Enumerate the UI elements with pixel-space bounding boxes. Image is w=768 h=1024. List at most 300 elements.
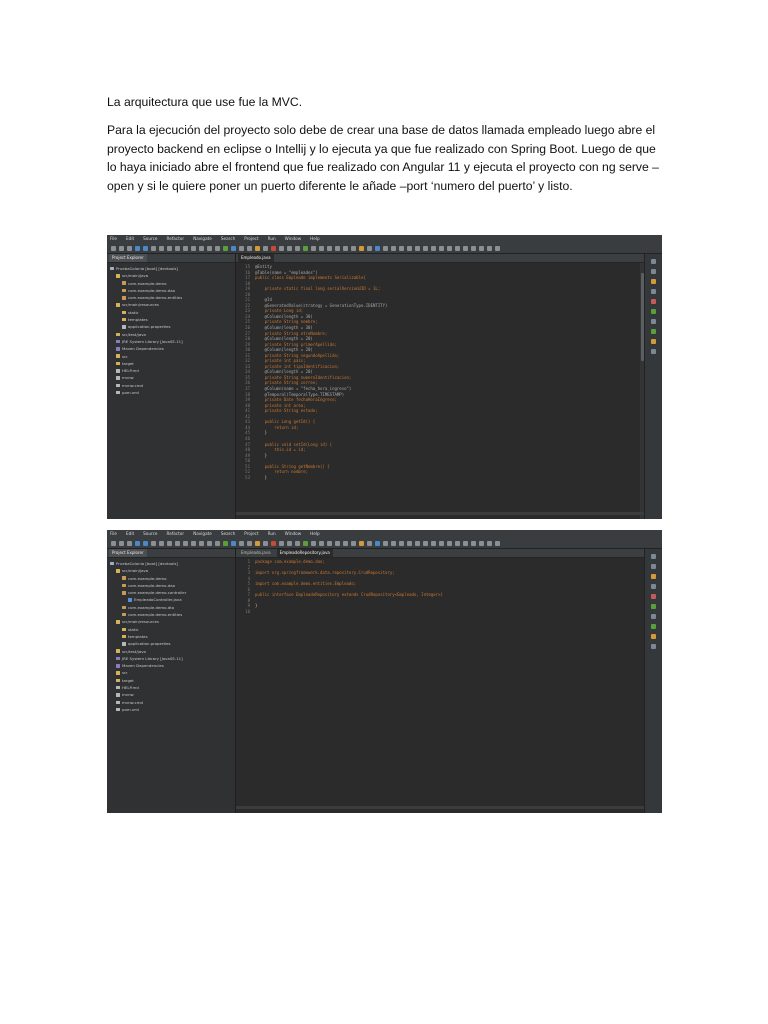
toolbar-button-icon[interactable] [215,246,220,251]
menu-item-file[interactable]: File [110,531,118,536]
line-number: 23 [245,308,250,314]
line-number: 40 [245,402,250,408]
tree-node-icon [116,701,120,705]
toolbar-button-icon[interactable] [295,541,300,546]
line-number: 27 [245,330,250,336]
toolbar-button-icon[interactable] [279,541,284,546]
toolbar-button-icon[interactable] [407,246,412,251]
tree-item[interactable] [107,582,235,589]
line-number: 41 [245,408,250,414]
toolbar-button-icon[interactable] [423,246,428,251]
side-view-icon[interactable] [651,279,656,284]
tree-node-icon [116,362,120,366]
toolbar-button-icon[interactable] [263,541,268,546]
project-explorer [107,254,236,519]
tree-item[interactable] [107,560,235,567]
toolbar-button-icon[interactable] [415,541,420,546]
side-view-icon[interactable] [651,309,656,314]
menu-item-help[interactable]: Help [310,236,320,241]
tree-item-label: com.example.demo.dao [128,287,175,293]
side-view-icon[interactable] [651,604,656,609]
toolbar-button-icon[interactable] [327,541,332,546]
toolbar-button-icon[interactable] [479,246,484,251]
tree-item[interactable] [107,699,235,706]
tree-item-label: Maven Dependencies [122,346,164,352]
tree-item[interactable] [107,382,235,389]
code-text: private int pais; [255,358,306,364]
toolbar-button-icon[interactable] [167,246,172,251]
line-number: 35 [245,374,250,380]
line-number: 53 [245,474,250,480]
tree-item-label: com.example.demo.controller [128,590,187,596]
tree-item[interactable] [107,575,235,582]
tree-item-label: com.example.demo.entities [128,612,183,618]
toolbar-button-icon[interactable] [375,541,380,546]
line-number: 39 [245,397,250,403]
right-toolbar [644,549,662,813]
tree-item-label: static [128,309,139,315]
tree-node-icon [116,620,120,624]
tree-node-icon [122,642,126,646]
line-number: 4 [247,575,250,581]
toolbar-button-icon[interactable] [319,246,324,251]
tree-item[interactable] [107,360,235,367]
toolbar-button-icon[interactable] [191,541,196,546]
tree-node-icon [116,708,120,712]
toolbar-button-icon[interactable] [271,246,276,251]
toolbar-button-icon[interactable] [463,246,468,251]
menu-item-window[interactable]: Window [284,531,302,536]
menu-item-run[interactable]: Run [267,236,276,241]
line-number: 16 [245,269,250,275]
editor-tab[interactable]: EmpleadoRepository.java [277,549,333,557]
toolbar-button-icon[interactable] [367,541,372,546]
menu-item-search[interactable]: Search [220,531,236,536]
tree-node-icon [116,274,120,278]
toolbar-button-icon[interactable] [327,246,332,251]
line-number: 38 [245,391,250,397]
line-number: 30 [245,347,250,353]
tree-node-icon [116,569,120,573]
tree-item-label: PruebaColonia [boot] [devtools] [116,266,178,271]
tree-node-icon [116,347,120,351]
toolbar-button-icon[interactable] [287,246,292,251]
side-view-icon[interactable] [651,634,656,639]
toolbar-button-icon[interactable] [311,246,316,251]
menu-item-project[interactable]: Project [244,236,259,241]
menu-item-search[interactable]: Search [220,236,236,241]
tree-item[interactable] [107,567,235,574]
tree-item-label: target [122,677,134,683]
toolbar-button-icon[interactable] [343,541,348,546]
menu-item-refactor[interactable]: Refactor [166,236,185,241]
tree-item-label: com.example.demo.dao [128,582,175,588]
horizontal-scrollbar [236,806,644,809]
side-view-icon[interactable] [651,614,656,619]
ide-screenshot-repository [107,530,662,813]
toolbar-button-icon[interactable] [335,246,340,251]
tree-node-icon [110,267,114,271]
line-number: 33 [245,363,250,369]
tree-node-icon [116,649,120,653]
side-view-icon[interactable] [651,644,656,649]
tree-item[interactable] [107,677,235,684]
toolbar-button-icon[interactable] [127,541,132,546]
side-view-icon[interactable] [651,624,656,629]
menu-item-source[interactable]: Source [143,531,158,536]
side-view-icon[interactable] [651,564,656,569]
tree-item-label: static [128,626,139,632]
toolbar-button-icon[interactable] [495,246,500,251]
side-view-icon[interactable] [651,584,656,589]
toolbar-button-icon[interactable] [455,541,460,546]
toolbar-button-icon[interactable] [407,541,412,546]
tree-item[interactable] [107,287,235,294]
code-text: @Temporal(TemporalType.TIMESTAMP) [255,391,345,397]
menu-item-edit[interactable]: Edit [126,236,135,241]
code-text: package com.example.demo.dao; [255,559,325,564]
menu-item-help[interactable]: Help [310,531,320,536]
code-text: private Long id; [255,308,304,314]
tree-item-label: templates [128,633,148,639]
tree-node-icon [122,296,126,300]
code-text: @Column(length = 20) [255,369,313,375]
toolbar-button-icon[interactable] [239,246,244,251]
tree-node-icon [122,576,126,580]
menu-item-run[interactable]: Run [267,531,276,536]
menu-item-window[interactable]: Window [284,236,302,241]
side-view-icon[interactable] [651,574,656,579]
line-number: 20 [245,291,250,297]
toolbar-button-icon[interactable] [495,541,500,546]
toolbar-button-icon[interactable] [431,246,436,251]
tree-item[interactable] [107,618,235,625]
line-number: 15 [245,264,250,269]
toolbar-button-icon[interactable] [247,246,252,251]
toolbar-button-icon[interactable] [471,541,476,546]
menu-item-edit[interactable]: Edit [126,531,135,536]
toolbar-button-icon[interactable] [375,246,380,251]
toolbar-button-icon[interactable] [159,541,164,546]
menu-item-file[interactable]: File [110,236,118,241]
tree-item-label: src/main/resources [122,619,159,625]
line-number: 1 [247,559,250,564]
toolbar-button-icon[interactable] [223,246,228,251]
code-text: @Entity [255,264,272,269]
tree-item[interactable] [107,338,235,345]
line-number: 43 [245,419,250,425]
tree-node-icon [116,391,120,395]
toolbar-button-icon[interactable] [255,246,260,251]
toolbar-button-icon[interactable] [111,541,116,546]
toolbar-button-icon[interactable] [343,246,348,251]
tree-node-icon [116,686,120,690]
toolbar-button-icon[interactable] [183,541,188,546]
tree-node-icon [128,598,132,602]
menu-item-refactor[interactable]: Refactor [166,531,185,536]
tree-node-icon [116,671,120,675]
line-number: 51 [245,463,250,469]
tree-item-label: templates [128,317,148,323]
tree-item[interactable] [107,367,235,374]
tree-node-icon [116,376,120,380]
toolbar-button-icon[interactable] [351,246,356,251]
tree-item-label: mvnw [122,692,134,698]
tree-item[interactable] [107,294,235,301]
toolbar-button-icon[interactable] [191,246,196,251]
toolbar-button-icon[interactable] [351,541,356,546]
toolbar-button-icon[interactable] [303,246,308,251]
tree-item-label: com.example.demo [128,280,167,286]
toolbar-button-icon[interactable] [183,246,188,251]
tree-node-icon [122,635,126,639]
tree-node-icon [122,591,126,595]
code-text: @Column(length = 20) [255,347,313,353]
code-text: @Table(name = "empleados") [255,269,318,275]
code-text: @Column(length = 30) [255,313,313,319]
tree-item[interactable] [107,389,235,396]
tree-item[interactable] [107,691,235,698]
code-text: private String segundoApellido; [255,352,340,358]
tree-item[interactable] [107,316,235,323]
code-text: return nombre; [255,469,308,475]
tree-item-label: pom.xml [122,390,140,396]
project-tree [107,558,235,713]
code-area [236,558,644,614]
toolbar-button-icon[interactable] [207,246,212,251]
code-text: public class Empleado implements Serializable{ [255,275,366,281]
code-text: @Column(length = 20) [255,336,313,342]
code-area [236,263,644,480]
tree-item[interactable] [107,331,235,338]
tree-item[interactable] [107,589,235,596]
toolbar-button-icon[interactable] [135,541,140,546]
line-number: 52 [245,469,250,475]
side-view-icon[interactable] [651,259,656,264]
toolbar-button-icon[interactable] [215,541,220,546]
tree-item[interactable] [107,669,235,676]
toolbar-button-icon[interactable] [487,246,492,251]
tree-node-icon [116,303,120,307]
line-number: 32 [245,358,250,364]
toolbar-button-icon[interactable] [223,541,228,546]
code-text: public void setId(Long id) { [255,441,333,447]
tree-node-icon [122,281,126,285]
tree-item[interactable] [107,596,235,603]
toolbar-button-icon[interactable] [383,541,388,546]
toolbar-button-icon[interactable] [319,541,324,546]
tree-item[interactable] [107,280,235,287]
side-view-icon[interactable] [651,269,656,274]
side-view-icon[interactable] [651,289,656,294]
toolbar-button-icon[interactable] [239,541,244,546]
toolbar-button-icon[interactable] [207,541,212,546]
line-number: 5 [247,581,250,587]
code-text: } [255,474,268,480]
side-view-icon[interactable] [651,339,656,344]
toolbar-button-icon[interactable] [263,246,268,251]
toolbar-button-icon[interactable] [199,246,204,251]
tree-item[interactable] [107,265,235,272]
toolbar-button-icon[interactable] [143,541,148,546]
document-paragraph: Para la ejecución del proyecto solo debe de crear una base de datos llamada empleado luego abre el proyecto backend en eclipse o Intellij y lo ejecuta ya que fue realizado con Spring Boot. Luego de que lo haya iniciado abre el frontend que fue realizado con Angular 11 y ejecuta el proyecto con ng serve –open y si le quiere poner un puerto diferente le añade –port ‘numero del puerto’ y listo. [107,123,659,193]
toolbar-button-icon[interactable] [135,246,140,251]
toolbar-button-icon[interactable] [231,246,236,251]
line-number: 31 [245,352,250,358]
menu-item-project[interactable]: Project [244,531,259,536]
tree-item[interactable] [107,684,235,691]
toolbar-button-icon[interactable] [119,246,124,251]
code-editor [236,549,644,813]
toolbar-button-icon[interactable] [127,246,132,251]
toolbar-button-icon[interactable] [359,541,364,546]
tree-item[interactable] [107,309,235,316]
toolbar-button-icon[interactable] [455,246,460,251]
toolbar-button-icon[interactable] [431,541,436,546]
toolbar-button-icon[interactable] [287,541,292,546]
tree-item[interactable] [107,648,235,655]
toolbar-button-icon[interactable] [303,541,308,546]
line-number: 17 [245,275,250,281]
toolbar-button-icon[interactable] [159,246,164,251]
toolbar-button-icon[interactable] [111,246,116,251]
line-number: 34 [245,369,250,375]
tree-item[interactable] [107,640,235,647]
side-view-icon[interactable] [651,299,656,304]
toolbar-button-icon[interactable] [279,246,284,251]
tree-item[interactable] [107,626,235,633]
toolbar-button-icon[interactable] [439,541,444,546]
tree-item-label: HELP.md [122,685,139,691]
toolbar-button-icon[interactable] [383,246,388,251]
tree-node-icon [116,657,120,661]
toolbar-button-icon[interactable] [255,541,260,546]
toolbar-button-icon[interactable] [471,246,476,251]
line-number: 10 [245,608,250,614]
toolbar-button-icon[interactable] [271,541,276,546]
line-number: 29 [245,341,250,347]
tree-item[interactable] [107,301,235,308]
line-number: 46 [245,435,250,441]
tree-item-label: HELP.md [122,368,139,374]
tree-item-label: PruebaColonia [boot] [devtools] [116,561,178,566]
tree-item-label: src [122,353,128,359]
tree-item-label: com.example.demo.entities [128,295,183,301]
side-view-icon[interactable] [651,319,656,324]
menu-item-navigate[interactable]: Navigate [193,531,212,536]
code-text: private String correo; [255,380,318,386]
menu-item-source[interactable]: Source [143,236,158,241]
toolbar-button-icon[interactable] [311,541,316,546]
tree-item[interactable] [107,374,235,381]
toolbar-button-icon[interactable] [231,541,236,546]
code-text: private String otroNombre; [255,330,328,336]
line-number: 8 [247,597,250,603]
toolbar-button-icon[interactable] [247,541,252,546]
toolbar-button-icon[interactable] [175,541,180,546]
code-text: private String numeroIdentificacion; [255,374,352,380]
toolbar-button-icon[interactable] [359,246,364,251]
tree-item-label: src/test/java [122,331,146,337]
toolbar-button-icon[interactable] [367,246,372,251]
line-number: 48 [245,447,250,453]
tree-item[interactable] [107,633,235,640]
side-view-icon[interactable] [651,349,656,354]
toolbar-button-icon[interactable] [423,541,428,546]
toolbar-button-icon[interactable] [151,541,156,546]
toolbar-button-icon[interactable] [175,246,180,251]
line-number: 49 [245,452,250,458]
toolbar-button-icon[interactable] [119,541,124,546]
line-number: 21 [245,297,250,303]
line-number: 22 [245,302,250,308]
editor-tab[interactable]: Empleado.java [241,550,271,555]
side-view-icon[interactable] [651,554,656,559]
project-tree [107,263,235,396]
ide-toolbar [107,243,662,254]
tree-item[interactable] [107,353,235,360]
toolbar-button-icon[interactable] [391,541,396,546]
tree-item[interactable] [107,345,235,352]
horizontal-scrollbar [236,512,644,515]
tree-item-label: application.properties [128,324,171,330]
side-view-icon[interactable] [651,329,656,334]
menu-item-navigate[interactable]: Navigate [193,236,212,241]
toolbar-button-icon[interactable] [399,246,404,251]
code-editor [236,254,644,519]
tree-item[interactable] [107,655,235,662]
toolbar-button-icon[interactable] [143,246,148,251]
code-text: @Column(name = "fecha_hora_ingreso") [255,386,352,392]
toolbar-button-icon[interactable] [295,246,300,251]
tree-item[interactable] [107,662,235,669]
toolbar-button-icon[interactable] [479,541,484,546]
code-text: private String estado; [255,408,318,414]
tree-item[interactable] [107,706,235,713]
tree-item[interactable] [107,323,235,330]
tree-node-icon [116,340,120,344]
toolbar-button-icon[interactable] [447,541,452,546]
tree-item[interactable] [107,611,235,618]
tree-item[interactable] [107,604,235,611]
tree-item-label: mvnw.cmd [122,699,144,705]
toolbar-button-icon[interactable] [487,541,492,546]
toolbar-button-icon[interactable] [399,541,404,546]
toolbar-button-icon[interactable] [151,246,156,251]
toolbar-button-icon[interactable] [415,246,420,251]
code-text: public interface EmpleadoRepository extends CrudRepository<Empleado, Integer>{ [255,592,443,598]
side-view-icon[interactable] [651,594,656,599]
line-number: 28 [245,336,250,342]
toolbar-button-icon[interactable] [439,246,444,251]
tree-item[interactable] [107,272,235,279]
toolbar-button-icon[interactable] [391,246,396,251]
tree-item-label: mvnw.cmd [122,382,144,388]
line-number: 47 [245,441,250,447]
toolbar-button-icon[interactable] [167,541,172,546]
toolbar-button-icon[interactable] [447,246,452,251]
toolbar-button-icon[interactable] [335,541,340,546]
editor-tab[interactable]: Empleado.java [238,254,274,262]
toolbar-button-icon[interactable] [463,541,468,546]
code-text: @Id [255,297,272,303]
tree-node-icon [116,693,120,697]
tree-item-label: src/test/java [122,648,146,654]
tree-item-label: application.properties [128,641,171,647]
line-number: 42 [245,413,250,419]
line-number: 37 [245,386,250,392]
toolbar-button-icon[interactable] [199,541,204,546]
